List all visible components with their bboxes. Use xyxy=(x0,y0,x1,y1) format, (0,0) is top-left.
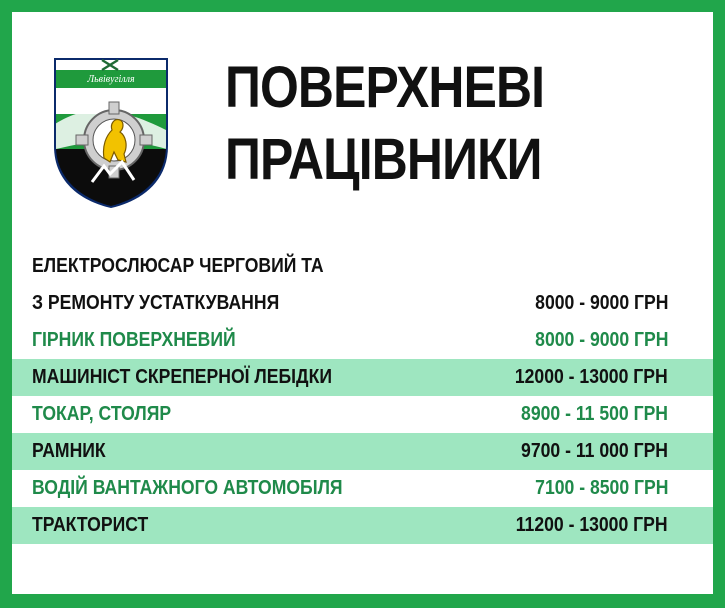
table-row xyxy=(12,285,713,322)
table-row xyxy=(12,248,713,285)
position-name: РАМНИК xyxy=(32,440,106,462)
position-name: ВОДІЙ ВАНТАЖНОГО АВТОМОБІЛЯ xyxy=(32,477,343,499)
position-name: ГІРНИК ПОВЕРХНЕВИЙ xyxy=(32,329,236,351)
position-name: ТОКАР, СТОЛЯР xyxy=(32,403,172,425)
table-row xyxy=(12,322,713,359)
salary-range: 8000 - 9000 ГРН xyxy=(534,292,668,314)
position-name: МАШИНІСТ СКРЕПЕРНОЇ ЛЕБІДКИ xyxy=(32,366,332,388)
position-name: З РЕМОНТУ УСТАТКУВАННЯ xyxy=(32,292,280,314)
position-name: ТРАКТОРИСТ xyxy=(32,514,149,536)
table-row xyxy=(12,359,713,396)
poster-card xyxy=(12,12,713,594)
page-title xyxy=(225,52,544,196)
table-row xyxy=(12,433,713,470)
table-row xyxy=(12,470,713,507)
salary-range: 7100 - 8500 ГРН xyxy=(534,477,668,499)
position-name: ЕЛЕКТРОСЛЮСАР ЧЕРГОВИЙ ТА xyxy=(32,255,324,277)
title-line-2: ПРАЦІВНИКИ xyxy=(225,127,542,192)
table-row xyxy=(12,507,713,544)
salary-range: 8000 - 9000 ГРН xyxy=(534,329,668,351)
salary-range: 11200 - 13000 ГРН xyxy=(516,514,668,536)
svg-text:Львівугілля: Львівугілля xyxy=(87,74,135,85)
title-line-1: ПОВЕРХНЕВІ xyxy=(225,55,545,120)
salary-range: 9700 - 11 000 ГРН xyxy=(521,440,668,462)
salary-range: 12000 - 13000 ГРН xyxy=(515,366,668,388)
table-row xyxy=(12,396,713,433)
coat-of-arms-logo xyxy=(52,54,170,208)
salary-range: 8900 - 11 500 ГРН xyxy=(521,403,668,425)
salary-table xyxy=(12,248,713,544)
